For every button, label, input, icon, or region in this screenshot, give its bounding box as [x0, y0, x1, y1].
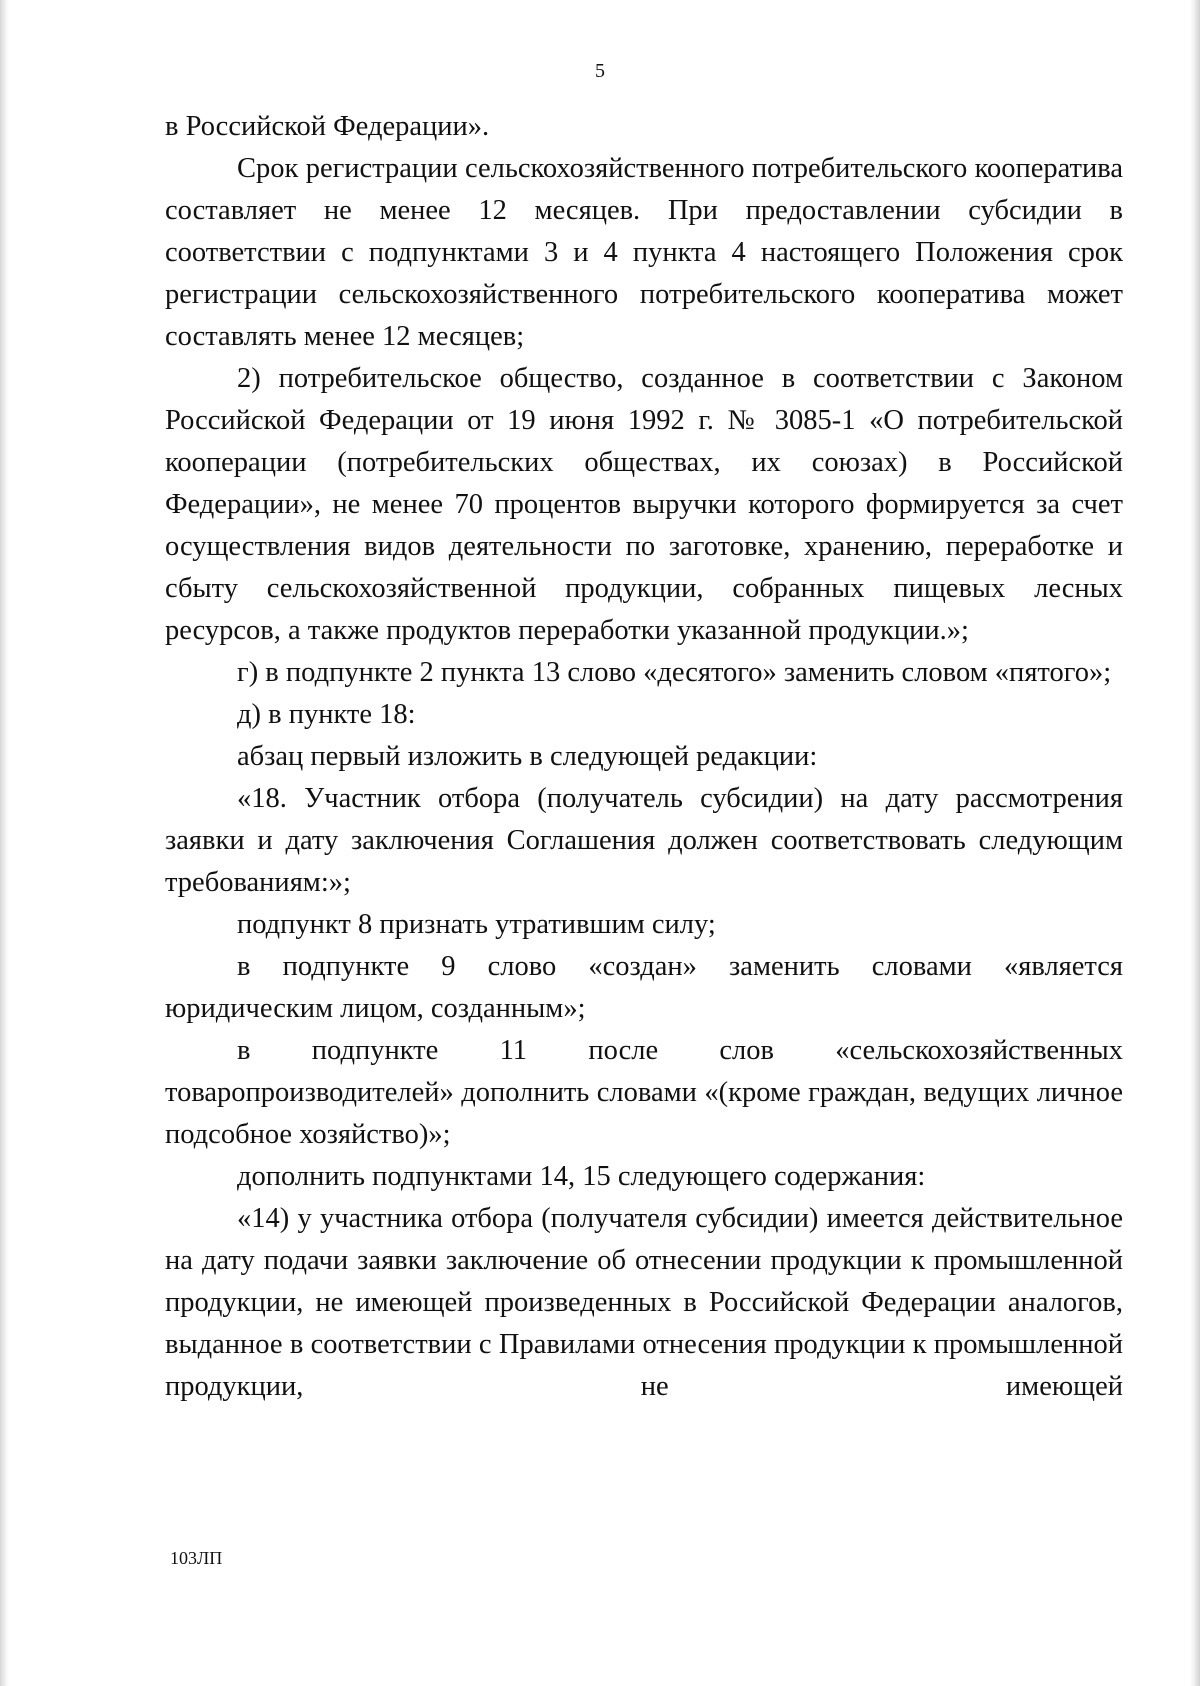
paragraph-registration-term: Срок регистрации сельскохозяйственного потребительского кооператива составляет не менее 12 месяцев. При предоставлении субсидии в соответствии с подпунктами 3 и 4 пункта 4 настоящего Положения срок регистрации сельскохозяйственного потребительского кооператива может составлять менее 12 месяцев;: [165, 153, 1123, 352]
paragraph-subitem-11: в подпункте 11 после слов «сельскохозяйственных товаропроизводителей» дополнить словами «(кроме граждан, ведущих личное подсобное хозяйство)»;: [165, 1035, 1123, 1150]
page-number: 5: [595, 60, 605, 82]
paragraph-subitem-g: г) в подпункте 2 пункта 13 слово «десятого» заменить словом «пятого»;: [237, 657, 1112, 688]
paragraph-continuation: в Российской Федерации».: [165, 111, 490, 142]
paragraph-subitem-9: в подпункте 9 слово «создан» заменить словами «является юридическим лицом, созданным»;: [165, 951, 1123, 1024]
paragraph-consumer-society: 2) потребительское общество, созданное в соответствии с Законом Российской Федерации от 19 июня 1992 г. № 3085-1 «О потребительской кооперации (потребительских обществах, их союзах) в Российской Федерации», не менее 70 процентов выручки которого формируется за счет осуществления видов деятельности по заготовке, хранению, переработке и сбыту сельскохозяйственной продукции, собранных пищевых лесных ресурсов, а также продуктов переработки указанной продукции.»;: [165, 363, 1123, 646]
scan-edge-right: [1190, 0, 1200, 1686]
paragraph-first-abzac: абзац первый изложить в следующей редакции:: [237, 741, 818, 772]
paragraph-item-18: «18. Участник отбора (получатель субсидии) на дату рассмотрения заявки и дату заключения Соглашения должен соответствовать следующим требованиям:»;: [165, 783, 1123, 898]
paragraph-add-subitems: дополнить подпунктами 14, 15 следующего содержания:: [237, 1161, 926, 1192]
footer-document-code: 103ЛП: [170, 1548, 223, 1568]
paragraph-subitem-14: «14) у участника отбора (получателя субсидии) имеется действительное на дату подачи заявки заключение об отнесении продукции к промышленной продукции, не имеющей произведенных в Российской Федерации аналогов, выданное в соответствии с Правилами отнесения продукции к промышленной продукции, не имеющей: [165, 1203, 1123, 1402]
scan-edge-left: [0, 0, 9, 1686]
document-body: [165, 106, 1123, 1408]
paragraph-subitem-8: подпункт 8 признать утратившим силу;: [237, 909, 716, 940]
paragraph-subitem-d: д) в пункте 18:: [237, 699, 416, 730]
